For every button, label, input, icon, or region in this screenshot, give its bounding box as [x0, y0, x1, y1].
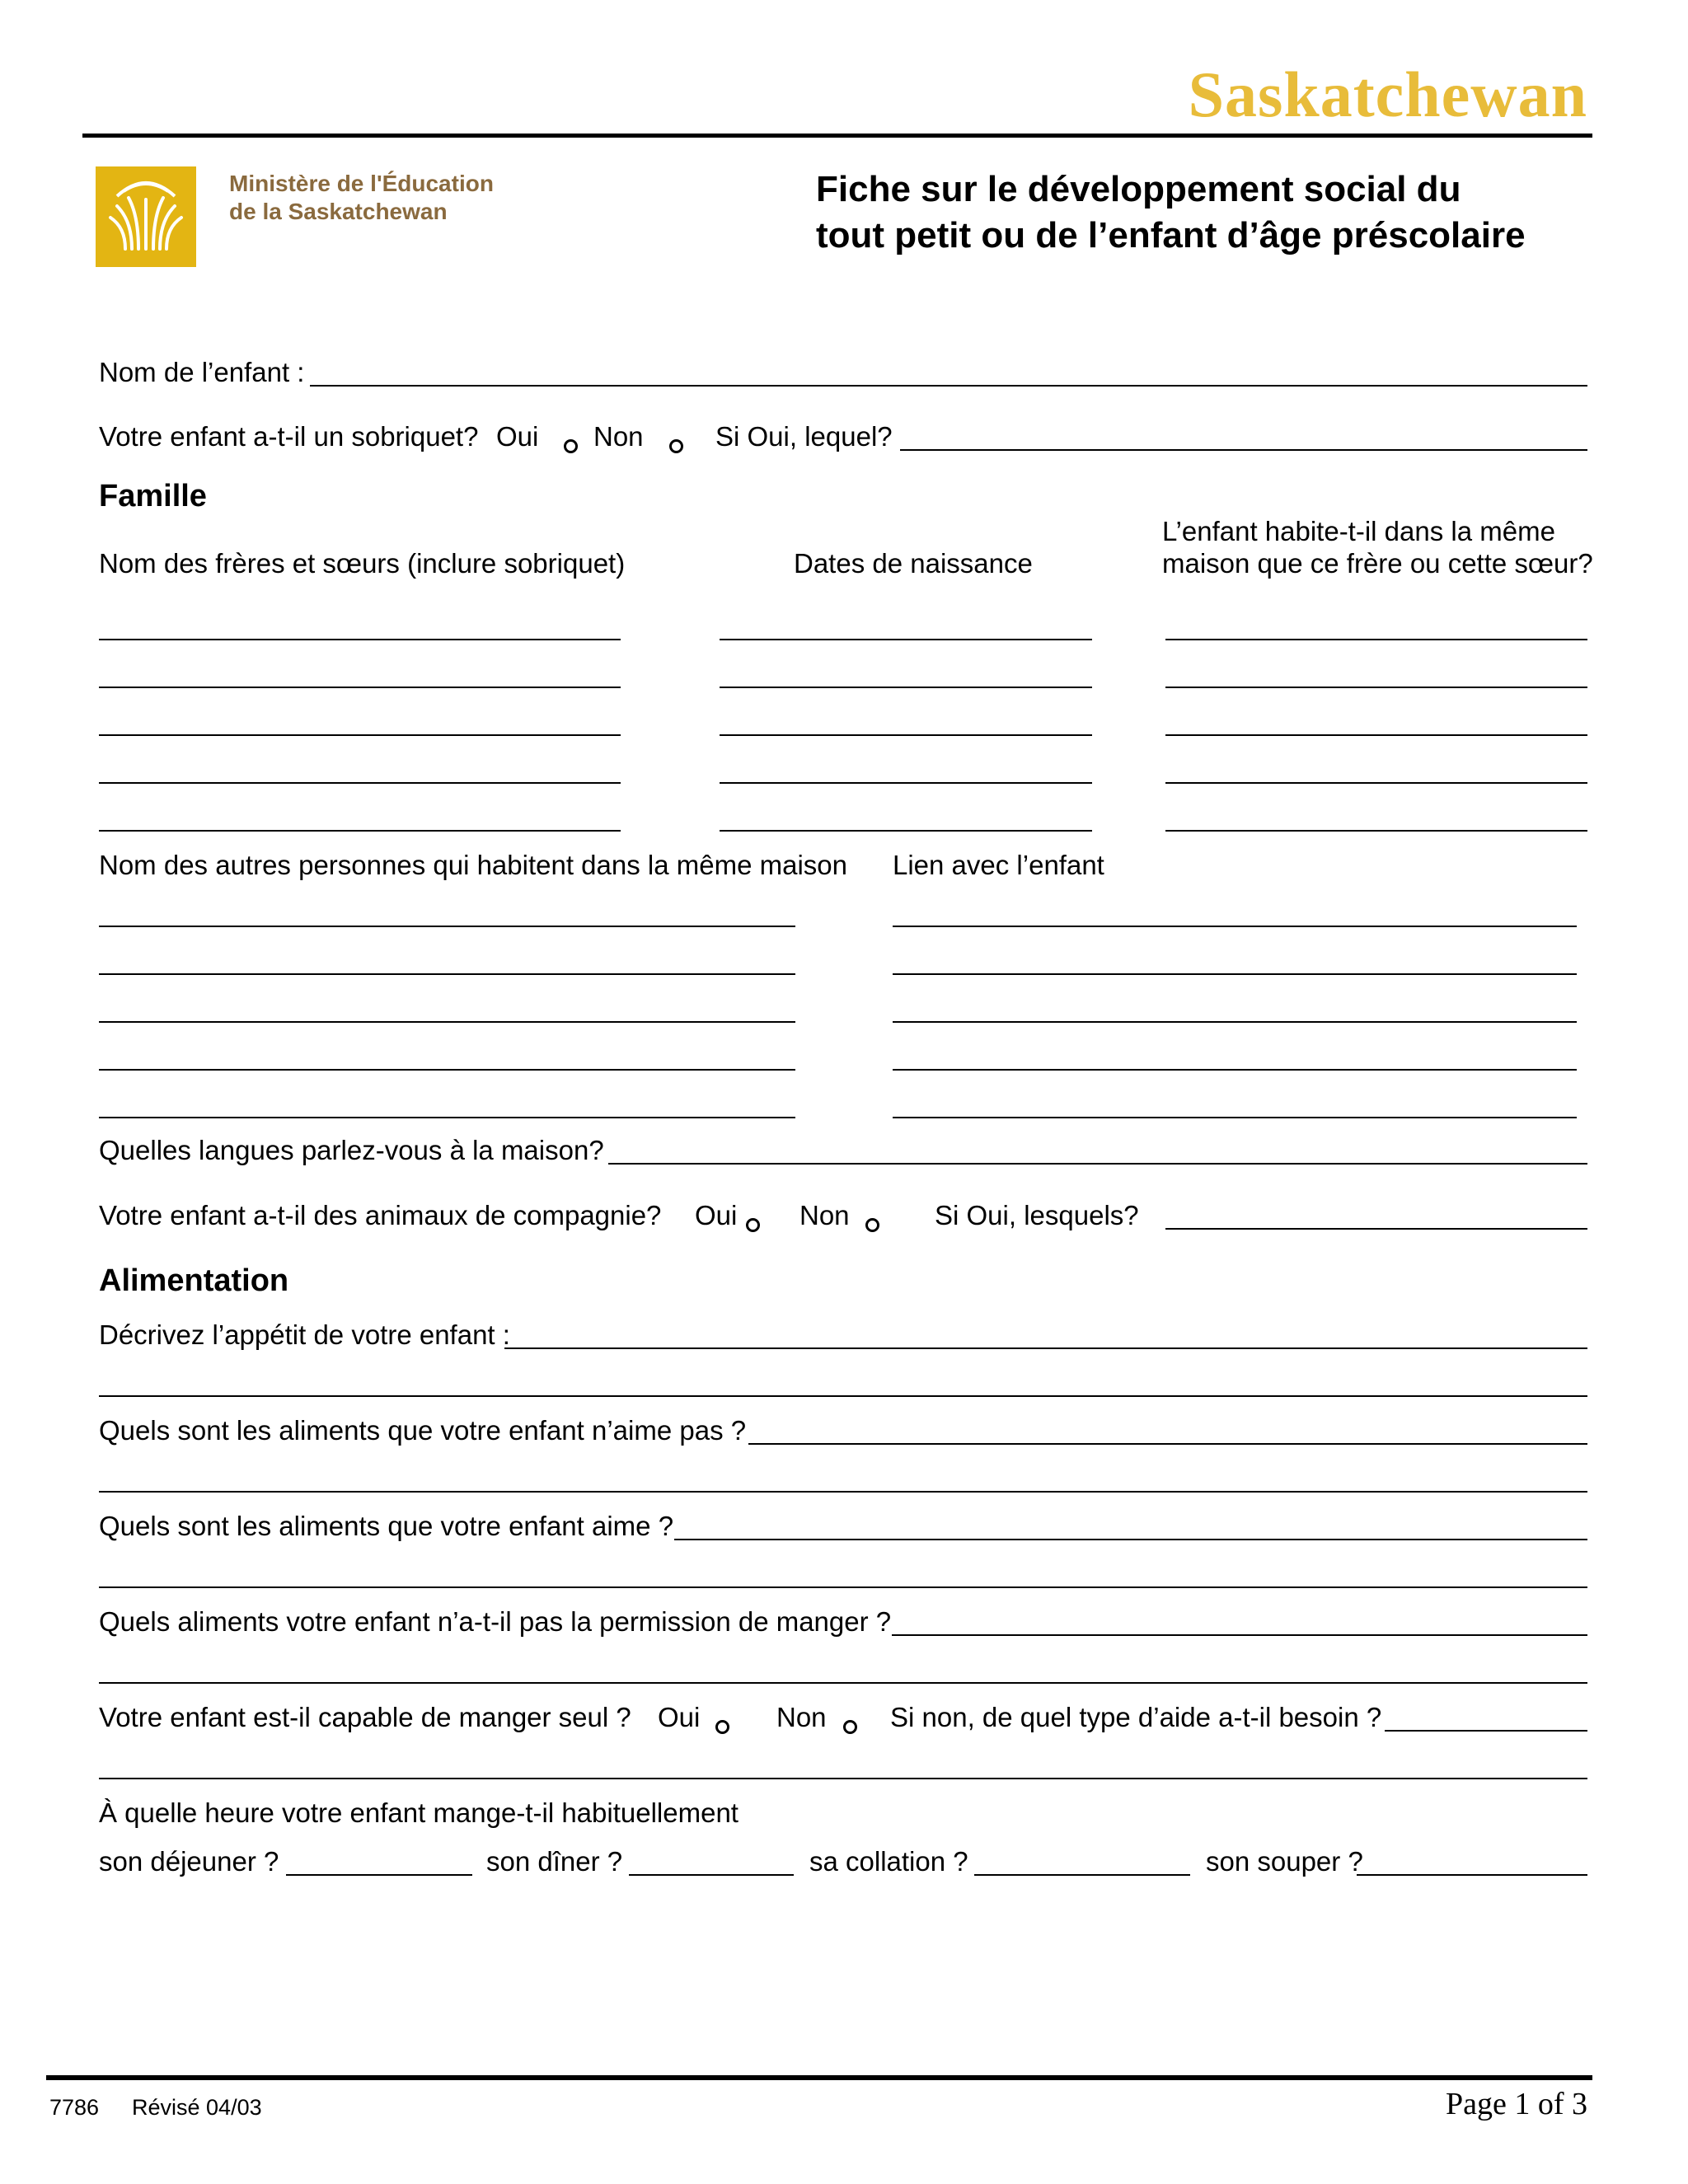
- pets-no-radio[interactable]: [865, 1218, 879, 1232]
- forbidden-foods-field-2[interactable]: [99, 1682, 1587, 1684]
- sibling-same-house-field-3[interactable]: [1165, 734, 1587, 736]
- self-feed-no-label: Non: [776, 1702, 827, 1732]
- appetite-field-2[interactable]: [99, 1395, 1587, 1397]
- self-feed-no-radio[interactable]: [843, 1720, 857, 1734]
- meal-time-question: À quelle heure votre enfant mange-t-il habituellement: [99, 1797, 738, 1828]
- revision-date: Révisé 04/03: [132, 2095, 262, 2120]
- relation-field-5[interactable]: [893, 1117, 1577, 1118]
- sibling-birthdate-field-1[interactable]: [720, 639, 1092, 640]
- appetite-field-1[interactable]: [504, 1347, 1587, 1349]
- nickname-no-radio[interactable]: [669, 439, 683, 453]
- child-name-field[interactable]: [310, 385, 1587, 387]
- help-type-field-2[interactable]: [99, 1778, 1587, 1779]
- other-person-field-2[interactable]: [99, 973, 795, 975]
- self-feed-yes-label: Oui: [658, 1702, 701, 1732]
- pets-no-label: Non: [799, 1200, 850, 1230]
- sibling-birthdate-field-3[interactable]: [720, 734, 1092, 736]
- breakfast-label: son déjeuner ?: [99, 1846, 279, 1877]
- help-type-label: Si non, de quel type d’aide a-t-il besoin ?: [890, 1702, 1382, 1732]
- brand-wordmark: Saskatchewan: [1188, 59, 1587, 130]
- sibling-name-field-4[interactable]: [99, 782, 621, 784]
- breakfast-time-field[interactable]: [286, 1874, 472, 1876]
- likes-label: Quels sont les aliments que votre enfant aime ?: [99, 1511, 674, 1541]
- same-house-col-header-line-2: maison que ce frère ou cette sœur?: [1162, 548, 1593, 579]
- child-name-label: Nom de l’enfant :: [99, 357, 305, 387]
- form-title: [816, 166, 1526, 259]
- birthdates-col-header: Dates de naissance: [794, 548, 1033, 579]
- relation-field-3[interactable]: [893, 1021, 1577, 1023]
- others-col-header: Nom des autres personnes qui habitent dans la même maison: [99, 850, 847, 880]
- footer-rule: [46, 2075, 1592, 2080]
- wheat-sheaf-logo-icon: [96, 166, 196, 267]
- snack-time-field[interactable]: [974, 1874, 1190, 1876]
- self-feed-question: Votre enfant est-il capable de manger seul ?: [99, 1702, 631, 1732]
- sibling-birthdate-field-2[interactable]: [720, 687, 1092, 688]
- lunch-label: son dîner ?: [486, 1846, 623, 1877]
- ministry-name: [229, 170, 494, 226]
- form-code: 7786: [49, 2095, 100, 2120]
- self-feed-yes-radio[interactable]: [715, 1720, 729, 1734]
- other-person-field-3[interactable]: [99, 1021, 795, 1023]
- header-rule: [82, 134, 1592, 138]
- dinner-label: son souper ?: [1206, 1846, 1363, 1877]
- relation-col-header: Lien avec l’enfant: [893, 850, 1104, 880]
- other-person-field-4[interactable]: [99, 1069, 795, 1071]
- form-title-line-1: Fiche sur le développement social du: [816, 169, 1461, 209]
- sibling-name-field-5[interactable]: [99, 830, 621, 832]
- nickname-question: Votre enfant a-t-il un sobriquet?: [99, 421, 479, 452]
- same-house-col-header-line-1: L’enfant habite-t-il dans la même: [1162, 516, 1555, 546]
- nickname-yes-radio[interactable]: [564, 439, 578, 453]
- sibling-name-field-3[interactable]: [99, 734, 621, 736]
- appetite-label: Décrivez l’appétit de votre enfant :: [99, 1319, 510, 1350]
- nickname-field[interactable]: [900, 449, 1587, 451]
- pets-which-label: Si Oui, lesquels?: [935, 1200, 1139, 1230]
- pets-yes-label: Oui: [695, 1200, 738, 1230]
- pets-yes-radio[interactable]: [746, 1218, 760, 1232]
- nickname-which-label: Si Oui, lequel?: [715, 421, 893, 452]
- forbidden-foods-label: Quels aliments votre enfant n’a-t-il pas la permission de manger ?: [99, 1606, 892, 1637]
- pets-question: Votre enfant a-t-il des animaux de compagnie?: [99, 1200, 662, 1230]
- sibling-birthdate-field-5[interactable]: [720, 830, 1092, 832]
- snack-label: sa collation ?: [809, 1846, 968, 1877]
- help-type-field-1[interactable]: [1385, 1730, 1587, 1732]
- sibling-same-house-field-5[interactable]: [1165, 830, 1587, 832]
- famille-heading: Famille: [99, 479, 207, 513]
- nickname-yes-label: Oui: [496, 421, 539, 452]
- relation-field-2[interactable]: [893, 973, 1577, 975]
- other-person-field-1[interactable]: [99, 926, 795, 927]
- alimentation-heading: Alimentation: [99, 1263, 289, 1298]
- siblings-name-col-header: Nom des frères et sœurs (inclure sobriquet): [99, 548, 626, 579]
- lunch-time-field[interactable]: [629, 1874, 794, 1876]
- relation-field-4[interactable]: [893, 1069, 1577, 1071]
- sibling-name-field-1[interactable]: [99, 639, 621, 640]
- likes-field-1[interactable]: [674, 1539, 1587, 1540]
- pets-field[interactable]: [1165, 1228, 1587, 1230]
- sibling-birthdate-field-4[interactable]: [720, 782, 1092, 784]
- form-title-line-2: tout petit ou de l’enfant d’âge préscolaire: [816, 215, 1526, 255]
- ministry-line-2: de la Saskatchewan: [229, 199, 448, 224]
- dislikes-label: Quels sont les aliments que votre enfant n’aime pas ?: [99, 1415, 747, 1446]
- sibling-same-house-field-2[interactable]: [1165, 687, 1587, 688]
- relation-field-1[interactable]: [893, 926, 1577, 927]
- dislikes-field-2[interactable]: [99, 1491, 1587, 1493]
- other-person-field-5[interactable]: [99, 1117, 795, 1118]
- languages-field[interactable]: [608, 1163, 1587, 1165]
- dinner-time-field[interactable]: [1357, 1874, 1587, 1876]
- dislikes-field-1[interactable]: [748, 1443, 1587, 1445]
- likes-field-2[interactable]: [99, 1586, 1587, 1588]
- sibling-name-field-2[interactable]: [99, 687, 621, 688]
- forbidden-foods-field-1[interactable]: [892, 1634, 1587, 1636]
- ministry-line-1: Ministère de l'Éducation: [229, 171, 494, 196]
- sibling-same-house-field-1[interactable]: [1165, 639, 1587, 640]
- nickname-no-label: Non: [593, 421, 644, 452]
- sibling-same-house-field-4[interactable]: [1165, 782, 1587, 784]
- languages-label: Quelles langues parlez-vous à la maison?: [99, 1135, 604, 1165]
- page-number: Page 1 of 3: [1445, 2087, 1587, 2121]
